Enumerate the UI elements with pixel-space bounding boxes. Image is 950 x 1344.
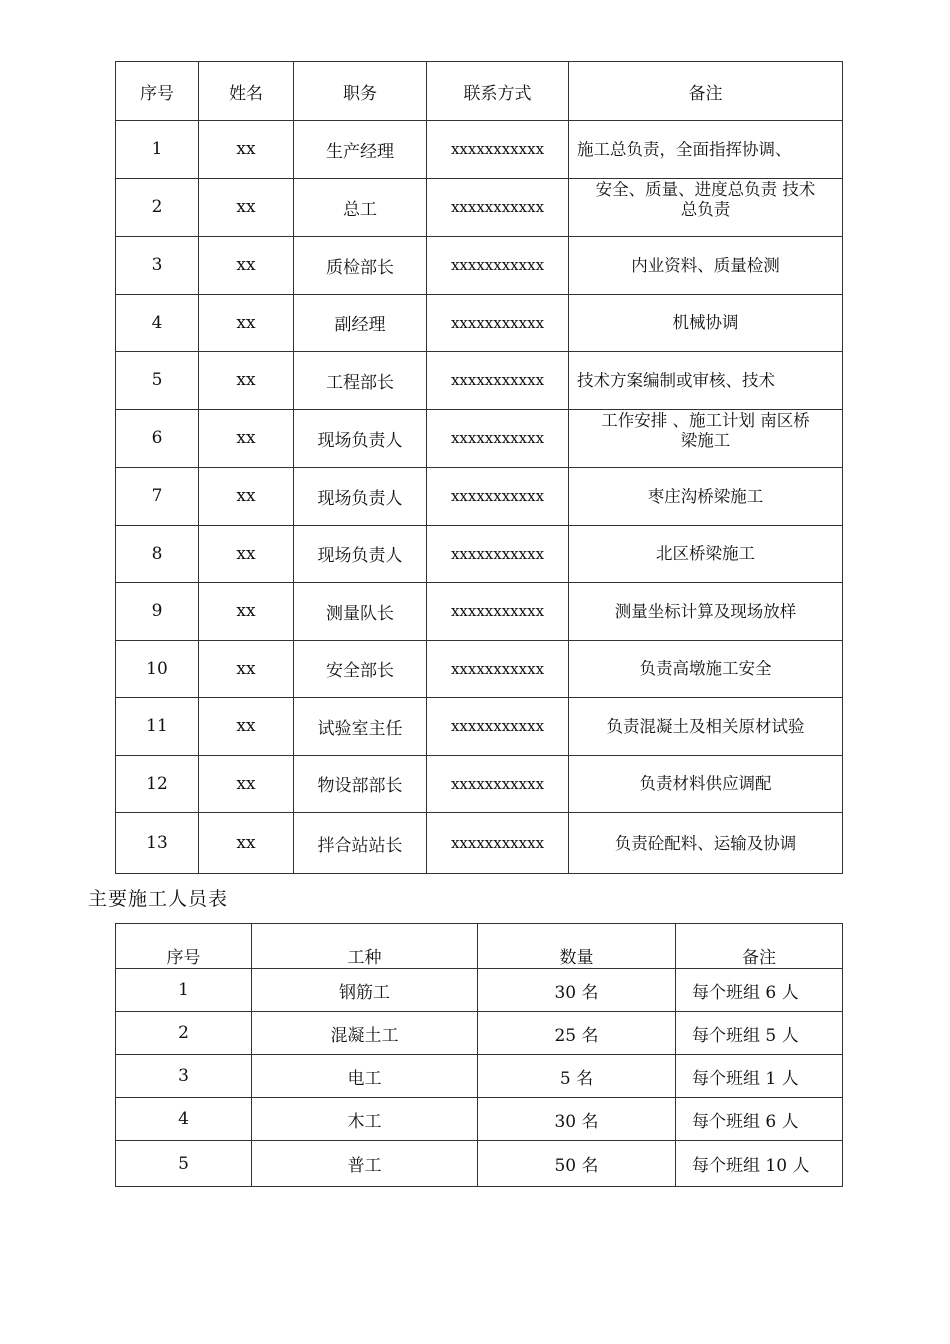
headcount: 5 名 xyxy=(478,1055,676,1098)
person-name: xx xyxy=(199,583,294,641)
header-cell: 备注 xyxy=(676,924,843,969)
job-title: 测量队长 xyxy=(294,583,427,641)
remark xyxy=(569,178,843,237)
person-name: xx xyxy=(199,121,294,179)
person-name: xx xyxy=(199,698,294,756)
row-number: 2 xyxy=(116,1012,252,1055)
row-number: 3 xyxy=(116,1055,252,1098)
job-title: 拌合站站长 xyxy=(294,813,427,874)
headcount: 25 名 xyxy=(478,1012,676,1055)
headcount: 50 名 xyxy=(478,1141,676,1187)
table-row xyxy=(116,294,843,352)
trade: 木工 xyxy=(252,1098,478,1141)
contact-phone: xxxxxxxxxxx xyxy=(427,468,569,526)
table-row xyxy=(116,121,843,179)
contact-phone: xxxxxxxxxxx xyxy=(427,178,569,237)
contact-phone: xxxxxxxxxxx xyxy=(427,294,569,352)
remark-line: 梁施工 xyxy=(680,430,731,450)
remark: 枣庄沟桥梁施工 xyxy=(569,468,843,526)
remark: 每个班组 10 人 xyxy=(676,1141,843,1187)
table-row xyxy=(116,640,843,698)
remark: 负责材料供应调配 xyxy=(569,755,843,813)
remark-line: 工作安排 、施工计划 南区桥 xyxy=(601,410,810,430)
header-cell: 姓名 xyxy=(199,62,294,121)
contact-phone: xxxxxxxxxxx xyxy=(427,525,569,583)
table-row xyxy=(116,813,843,874)
table-row xyxy=(116,583,843,641)
job-title: 现场负责人 xyxy=(294,525,427,583)
row-number: 7 xyxy=(116,468,199,526)
table-row xyxy=(116,755,843,813)
row-number: 2 xyxy=(116,178,199,237)
person-name: xx xyxy=(199,755,294,813)
person-name: xx xyxy=(199,409,294,468)
trade: 混凝土工 xyxy=(252,1012,478,1055)
table-row xyxy=(116,409,843,468)
header-cell: 序号 xyxy=(116,62,199,121)
staff-contact-table xyxy=(115,61,843,874)
table-header-row xyxy=(116,924,843,969)
remark: 负责高墩施工安全 xyxy=(569,640,843,698)
header-cell: 备注 xyxy=(569,62,843,121)
contact-phone: xxxxxxxxxxx xyxy=(427,640,569,698)
job-title: 质检部长 xyxy=(294,237,427,295)
row-number: 1 xyxy=(116,121,199,179)
contact-phone: xxxxxxxxxxx xyxy=(427,698,569,756)
row-number: 10 xyxy=(116,640,199,698)
remark: 内业资料、质量检测 xyxy=(569,237,843,295)
contact-phone: xxxxxxxxxxx xyxy=(427,352,569,410)
table-row xyxy=(116,1055,843,1098)
table-row xyxy=(116,178,843,237)
remark: 负责砼配料、运输及协调 xyxy=(569,813,843,874)
person-name: xx xyxy=(199,525,294,583)
remark: 测量坐标计算及现场放样 xyxy=(569,583,843,641)
row-number: 4 xyxy=(116,1098,252,1141)
contact-phone: xxxxxxxxxxx xyxy=(427,755,569,813)
table-row xyxy=(116,1012,843,1055)
person-name: xx xyxy=(199,178,294,237)
trade: 钢筋工 xyxy=(252,969,478,1012)
remark xyxy=(569,409,843,468)
person-name: xx xyxy=(199,813,294,874)
row-number: 12 xyxy=(116,755,199,813)
person-name: xx xyxy=(199,237,294,295)
contact-phone: xxxxxxxxxxx xyxy=(427,813,569,874)
job-title: 物设部部长 xyxy=(294,755,427,813)
table-caption: 主要施工人员表 xyxy=(88,888,229,910)
job-title: 现场负责人 xyxy=(294,468,427,526)
table-row xyxy=(116,698,843,756)
person-name: xx xyxy=(199,640,294,698)
table-row xyxy=(116,1098,843,1141)
remark: 北区桥梁施工 xyxy=(569,525,843,583)
trade: 电工 xyxy=(252,1055,478,1098)
row-number: 8 xyxy=(116,525,199,583)
row-number: 6 xyxy=(116,409,199,468)
person-name: xx xyxy=(199,294,294,352)
header-cell: 工种 xyxy=(252,924,478,969)
trade: 普工 xyxy=(252,1141,478,1187)
remark: 每个班组 1 人 xyxy=(676,1055,843,1098)
header-cell: 序号 xyxy=(116,924,252,969)
remark: 机械协调 xyxy=(569,294,843,352)
contact-phone: xxxxxxxxxxx xyxy=(427,583,569,641)
row-number: 3 xyxy=(116,237,199,295)
contact-phone: xxxxxxxxxxx xyxy=(427,409,569,468)
table-header-row xyxy=(116,62,843,121)
row-number: 4 xyxy=(116,294,199,352)
job-title: 总工 xyxy=(294,178,427,237)
job-title: 工程部长 xyxy=(294,352,427,410)
person-name: xx xyxy=(199,468,294,526)
table-row xyxy=(116,525,843,583)
header-cell: 数量 xyxy=(478,924,676,969)
contact-phone: xxxxxxxxxxx xyxy=(427,121,569,179)
job-title: 试验室主任 xyxy=(294,698,427,756)
remark: 施工总负责，全面指挥协调、 xyxy=(569,121,843,179)
headcount: 30 名 xyxy=(478,969,676,1012)
remark: 每个班组 6 人 xyxy=(676,969,843,1012)
worker-table xyxy=(115,923,843,1187)
remark-line: 总负责 xyxy=(680,199,731,219)
table-row xyxy=(116,468,843,526)
header-cell: 联系方式 xyxy=(427,62,569,121)
remark: 技术方案编制或审核、技术 xyxy=(569,352,843,410)
job-title: 生产经理 xyxy=(294,121,427,179)
row-number: 9 xyxy=(116,583,199,641)
job-title: 安全部长 xyxy=(294,640,427,698)
row-number: 11 xyxy=(116,698,199,756)
table-row xyxy=(116,237,843,295)
job-title: 现场负责人 xyxy=(294,409,427,468)
contact-phone: xxxxxxxxxxx xyxy=(427,237,569,295)
row-number: 13 xyxy=(116,813,199,874)
table-row xyxy=(116,1141,843,1187)
person-name: xx xyxy=(199,352,294,410)
header-cell: 职务 xyxy=(294,62,427,121)
row-number: 5 xyxy=(116,352,199,410)
remark: 每个班组 6 人 xyxy=(676,1098,843,1141)
headcount: 30 名 xyxy=(478,1098,676,1141)
job-title: 副经理 xyxy=(294,294,427,352)
row-number: 1 xyxy=(116,969,252,1012)
table-row xyxy=(116,352,843,410)
remark-line: 安全、质量、进度总负责 技术 xyxy=(595,179,816,199)
table-row xyxy=(116,969,843,1012)
remark: 每个班组 5 人 xyxy=(676,1012,843,1055)
remark: 负责混凝土及相关原材试验 xyxy=(569,698,843,756)
row-number: 5 xyxy=(116,1141,252,1187)
